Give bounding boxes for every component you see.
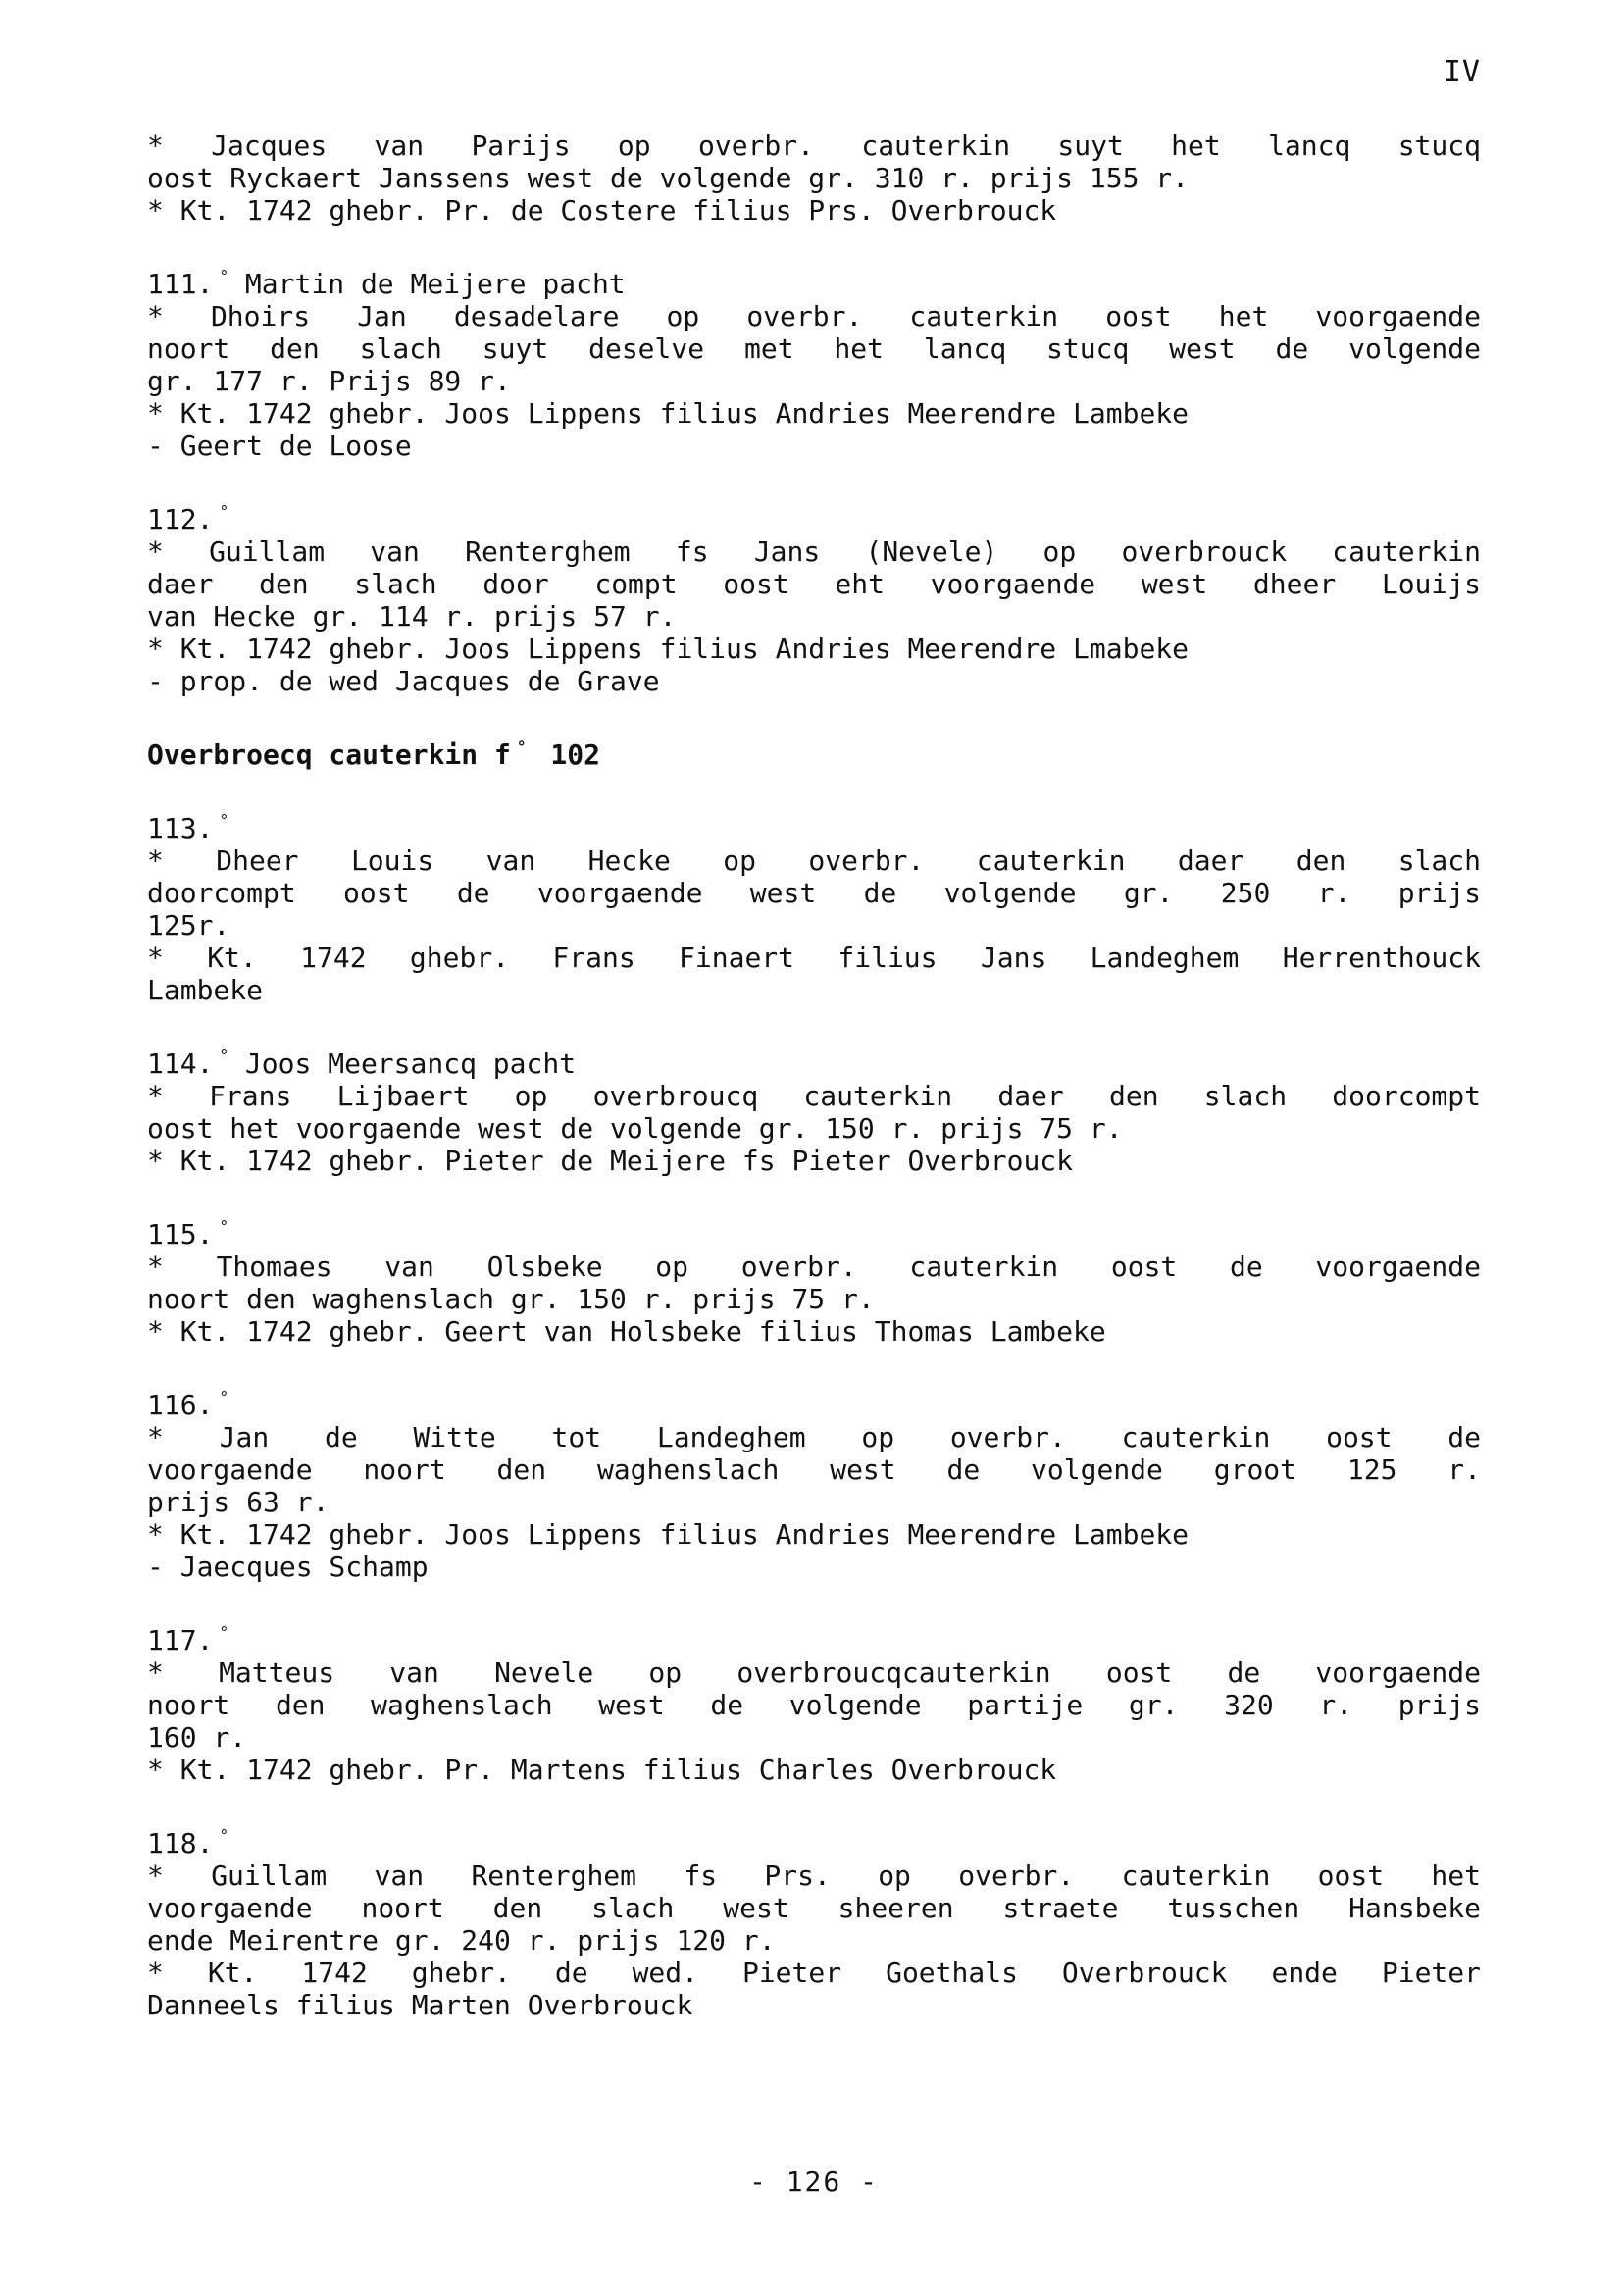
text-line: * Guillam van Renterghem fs Prs. op overbr. cauterkin oost het xyxy=(147,1859,1481,1892)
text-line: prijs 63 r. xyxy=(147,1486,330,1518)
entry-heading xyxy=(147,1381,1481,1421)
entry-heading xyxy=(147,1040,1481,1080)
degree-mark: ° xyxy=(219,502,229,521)
text-line: Lambeke xyxy=(147,974,264,1006)
entry-heading xyxy=(147,1616,1481,1656)
text-line: voorgaende noort den waghenslach west de volgende groot 125 r. xyxy=(147,1453,1481,1486)
entry-number: 117. xyxy=(147,1624,214,1656)
page-body xyxy=(147,47,1481,2244)
degree-mark: ° xyxy=(219,1046,229,1065)
entry-number: 112. xyxy=(147,503,214,535)
text-line: * Matteus van Nevele op overbroucqcauterkin oost de voorgaende xyxy=(147,1656,1481,1689)
entry-118 xyxy=(147,1819,1481,2021)
text-line: ende Meirentre gr. 240 r. prijs 120 r. xyxy=(147,1924,776,1957)
degree-mark: ° xyxy=(219,811,229,830)
text-line: oost Ryckaert Janssens west de volgende gr. 310 r. prijs 155 r. xyxy=(147,162,1190,194)
entry-note: Martin de Meijere pacht xyxy=(228,268,626,300)
entry-115 xyxy=(147,1210,1481,1348)
section-heading-text: Overbroecq cauterkin f xyxy=(147,738,511,771)
text-line: * Kt. 1742 ghebr. Pr. de Costere filius Prs. Overbrouck xyxy=(147,194,1057,227)
document-text xyxy=(147,129,1481,2055)
text-line: - Jaecques Schamp xyxy=(147,1551,429,1583)
text-line: * Jan de Witte tot Landeghem op overbr. cauterkin oost de xyxy=(147,1421,1481,1453)
section-numeral: IV xyxy=(1443,55,1481,89)
entry-112 xyxy=(147,495,1481,697)
entry-117 xyxy=(147,1616,1481,1786)
text-line: * Jacques van Parijs op overbr. cauterkin suyt het lancq stucq xyxy=(147,129,1481,162)
entry-number: 118. xyxy=(147,1827,214,1859)
degree-mark: ° xyxy=(219,1217,229,1236)
text-line: * Dheer Louis van Hecke op overbr. cauterkin daer den slach xyxy=(147,844,1481,877)
entry-116 xyxy=(147,1381,1481,1583)
entry-114 xyxy=(147,1040,1481,1177)
text-line: * Kt. 1742 ghebr. Joos Lippens filius Andries Meerendre Lambeke xyxy=(147,1518,1190,1551)
degree-mark: ° xyxy=(219,1623,229,1642)
text-line: van Hecke gr. 114 r. prijs 57 r. xyxy=(147,600,677,633)
text-line: daer den slach door compt oost eht voorgaende west dheer Louijs xyxy=(147,568,1481,600)
text-line: noort den waghenslach west de volgende partije gr. 320 r. prijs xyxy=(147,1689,1481,1721)
text-line: * Dhoirs Jan desadelare op overbr. cauterkin oost het voorgaende xyxy=(147,300,1481,332)
text-line: * Kt. 1742 ghebr. Pieter de Meijere fs Pieter Overbrouck xyxy=(147,1145,1074,1177)
text-line: 160 r. xyxy=(147,1721,247,1754)
page-number: - 126 - xyxy=(748,2165,879,2198)
text-line: voorgaende noort den slach west sheeren straete tusschen Hansbeke xyxy=(147,1892,1481,1924)
entry-heading xyxy=(147,495,1481,535)
text-line: - Geert de Loose xyxy=(147,430,412,462)
degree-mark: ° xyxy=(516,738,527,756)
entry-heading xyxy=(147,804,1481,844)
text-line: * Kt. 1742 ghebr. Pr. Martens filius Charles Overbrouck xyxy=(147,1754,1057,1786)
entry-number: 116. xyxy=(147,1389,214,1421)
degree-mark: ° xyxy=(219,1388,229,1406)
text-block xyxy=(147,129,1481,227)
entry-111 xyxy=(147,260,1481,462)
text-line: noort den slach suyt deselve met het lancq stucq west de volgende xyxy=(147,332,1481,365)
section-heading xyxy=(147,731,1481,771)
text-line: * Kt. 1742 ghebr. Joos Lippens filius Andries Meerendre Lmabeke xyxy=(147,633,1190,665)
entry-heading xyxy=(147,1210,1481,1250)
text-line: * Kt. 1742 ghebr. Geert van Holsbeke filius Thomas Lambeke xyxy=(147,1315,1106,1348)
text-line: * Guillam van Renterghem fs Jans (Nevele) op overbrouck cauterkin xyxy=(147,535,1481,568)
text-line: oost het voorgaende west de volgende gr. 150 r. prijs 75 r. xyxy=(147,1112,1123,1145)
text-line: 125r. xyxy=(147,909,230,942)
text-line: * Thomaes van Olsbeke op overbr. cauterkin oost de voorgaende xyxy=(147,1250,1481,1283)
text-line: * Frans Lijbaert op overbroucq cauterkin daer den slach doorcompt xyxy=(147,1080,1481,1112)
entry-number: 111. xyxy=(147,268,214,300)
text-line: * Kt. 1742 ghebr. Frans Finaert filius Jans Landeghem Herrenthouck xyxy=(147,942,1481,974)
entry-number: 114. xyxy=(147,1047,214,1080)
text-line: - prop. de wed Jacques de Grave xyxy=(147,665,660,697)
entry-113 xyxy=(147,804,1481,1006)
degree-mark: ° xyxy=(219,267,229,285)
entry-heading xyxy=(147,260,1481,300)
text-line: noort den waghenslach gr. 150 r. prijs 75 r. xyxy=(147,1283,875,1315)
degree-mark: ° xyxy=(219,1826,229,1845)
text-line: Danneels filius Marten Overbrouck xyxy=(147,1989,693,2021)
section-folio: 102 xyxy=(533,738,600,771)
text-line: * Kt. 1742 ghebr. Joos Lippens filius Andries Meerendre Lambeke xyxy=(147,397,1190,430)
entry-number: 115. xyxy=(147,1218,214,1250)
text-line: doorcompt oost de voorgaende west de volgende gr. 250 r. prijs xyxy=(147,877,1481,909)
entry-number: 113. xyxy=(147,812,214,844)
text-line: * Kt. 1742 ghebr. de wed. Pieter Goethals Overbrouck ende Pieter xyxy=(147,1957,1481,1989)
entry-note: Joos Meersancq pacht xyxy=(228,1047,577,1080)
text-line: gr. 177 r. Prijs 89 r. xyxy=(147,365,511,397)
entry-heading xyxy=(147,1819,1481,1859)
